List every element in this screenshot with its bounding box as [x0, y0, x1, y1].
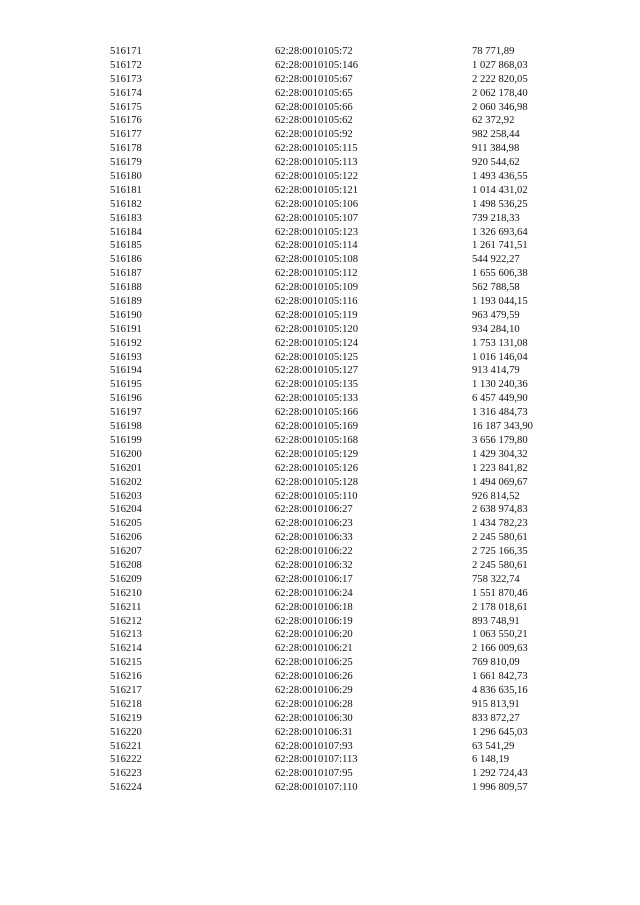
record-number-cell: 516191 [110, 323, 142, 335]
cadastral-number-cell: 62:28:0010105:129 [275, 448, 358, 460]
record-number-cell: 516197 [110, 407, 142, 419]
record-number-cell: 516215 [110, 657, 142, 669]
table-row [110, 573, 560, 587]
cadastral-number-cell: 62:28:0010105:67 [275, 73, 353, 85]
cadastral-number-cell: 62:28:0010105:166 [275, 407, 358, 419]
cadastral-number-cell: 62:28:0010105:119 [275, 309, 358, 321]
record-number-cell: 516186 [110, 254, 142, 266]
value-cell: 769 810,09 [472, 657, 520, 669]
cadastral-number-cell: 62:28:0010105:62 [275, 115, 353, 127]
table-row [110, 128, 560, 142]
cadastral-number-cell: 62:28:0010105:123 [275, 226, 358, 238]
table-row [110, 531, 560, 545]
cadastral-number-cell: 62:28:0010105:109 [275, 282, 358, 294]
record-number-cell: 516203 [110, 490, 142, 502]
cadastral-number-cell: 62:28:0010105:112 [275, 268, 358, 280]
record-number-cell: 516199 [110, 434, 142, 446]
record-number-cell: 516181 [110, 184, 142, 196]
cadastral-number-cell: 62:28:0010107:110 [275, 782, 358, 794]
table-row [110, 615, 560, 629]
value-cell: 2 222 820,05 [472, 73, 528, 85]
record-number-cell: 516200 [110, 448, 142, 460]
record-number-cell: 516201 [110, 462, 142, 474]
record-number-cell: 516193 [110, 351, 142, 363]
record-number-cell: 516222 [110, 754, 142, 766]
cadastral-number-cell: 62:28:0010106:28 [275, 698, 353, 710]
cadastral-number-cell: 62:28:0010106:21 [275, 643, 353, 655]
record-number-cell: 516185 [110, 240, 142, 252]
table-row [110, 295, 560, 309]
table-row [110, 656, 560, 670]
value-cell: 3 656 179,80 [472, 434, 528, 446]
table-row [110, 767, 560, 781]
cadastral-number-cell: 62:28:0010105:121 [275, 184, 358, 196]
table-row [110, 364, 560, 378]
value-cell: 982 258,44 [472, 129, 520, 141]
cadastral-number-cell: 62:28:0010105:110 [275, 490, 358, 502]
cadastral-number-cell: 62:28:0010105:146 [275, 59, 358, 71]
record-number-cell: 516195 [110, 379, 142, 391]
value-cell: 1 996 809,57 [472, 782, 528, 794]
record-number-cell: 516184 [110, 226, 142, 238]
table-row [110, 753, 560, 767]
value-cell: 1 494 069,67 [472, 476, 528, 488]
value-cell: 1 498 536,25 [472, 198, 528, 210]
cadastral-number-cell: 62:28:0010106:18 [275, 601, 353, 613]
record-number-cell: 516208 [110, 559, 142, 571]
table-row [110, 712, 560, 726]
value-cell: 1 661 842,73 [472, 671, 528, 683]
record-number-cell: 516214 [110, 643, 142, 655]
table-row [110, 490, 560, 504]
record-number-cell: 516204 [110, 504, 142, 516]
value-cell: 1 063 550,21 [472, 629, 528, 641]
record-number-cell: 516176 [110, 115, 142, 127]
value-cell: 4 836 635,16 [472, 684, 528, 696]
cadastral-number-cell: 62:28:0010105:122 [275, 171, 358, 183]
cadastral-number-cell: 62:28:0010106:19 [275, 615, 353, 627]
cadastral-number-cell: 62:28:0010107:93 [275, 740, 353, 752]
table-row [110, 337, 560, 351]
table-row [110, 87, 560, 101]
table-row [110, 142, 560, 156]
record-number-cell: 516213 [110, 629, 142, 641]
table-row [110, 351, 560, 365]
table-row [110, 323, 560, 337]
record-number-cell: 516205 [110, 518, 142, 530]
table-row [110, 434, 560, 448]
table-row [110, 462, 560, 476]
value-cell: 1 261 741,51 [472, 240, 528, 252]
cadastral-number-cell: 62:28:0010105:66 [275, 101, 353, 113]
cadastral-number-cell: 62:28:0010106:23 [275, 518, 353, 530]
value-cell: 1 223 841,82 [472, 462, 528, 474]
value-cell: 1 551 870,46 [472, 587, 528, 599]
record-number-cell: 516188 [110, 282, 142, 294]
record-number-cell: 516192 [110, 337, 142, 349]
value-cell: 62 372,92 [472, 115, 515, 127]
cadastral-number-cell: 62:28:0010105:120 [275, 323, 358, 335]
record-number-cell: 516211 [110, 601, 142, 613]
table-row [110, 226, 560, 240]
value-cell: 1 292 724,43 [472, 768, 528, 780]
value-cell: 1 316 484,73 [472, 407, 528, 419]
value-cell: 2 245 580,61 [472, 532, 528, 544]
record-number-cell: 516171 [110, 46, 142, 57]
cadastral-number-cell: 62:28:0010105:124 [275, 337, 358, 349]
cadastral-number-cell: 62:28:0010105:113 [275, 157, 358, 169]
table-row [110, 114, 560, 128]
record-number-cell: 516224 [110, 782, 142, 794]
table-row [110, 517, 560, 531]
value-cell: 1 429 304,32 [472, 448, 528, 460]
value-cell: 1 193 044,15 [472, 296, 528, 308]
value-cell: 2 638 974,83 [472, 504, 528, 516]
table-row [110, 503, 560, 517]
value-cell: 2 060 346,98 [472, 101, 528, 113]
value-cell: 1 434 782,23 [472, 518, 528, 530]
value-cell: 1 014 431,02 [472, 184, 528, 196]
value-cell: 6 457 449,90 [472, 393, 528, 405]
value-cell: 915 813,91 [472, 698, 520, 710]
cadastral-number-cell: 62:28:0010106:22 [275, 546, 353, 558]
table-row [110, 601, 560, 615]
table-row [110, 642, 560, 656]
record-number-cell: 516219 [110, 712, 142, 724]
cadastral-number-cell: 62:28:0010105:126 [275, 462, 358, 474]
cadastral-number-cell: 62:28:0010106:20 [275, 629, 353, 641]
value-cell: 911 384,98 [472, 143, 520, 155]
record-number-cell: 516198 [110, 421, 142, 433]
value-cell: 1 493 436,55 [472, 171, 528, 183]
table-row [110, 392, 560, 406]
value-cell: 913 414,79 [472, 365, 520, 377]
table-row [110, 156, 560, 170]
cadastral-number-cell: 62:28:0010106:32 [275, 559, 353, 571]
table-row [110, 587, 560, 601]
record-number-cell: 516202 [110, 476, 142, 488]
record-number-cell: 516179 [110, 157, 142, 169]
cadastral-number-cell: 62:28:0010105:115 [275, 143, 358, 155]
table-row [110, 684, 560, 698]
value-cell: 562 788,58 [472, 282, 520, 294]
table-row [110, 698, 560, 712]
cadastral-number-cell: 62:28:0010105:128 [275, 476, 358, 488]
value-cell: 544 922,27 [472, 254, 520, 266]
value-cell: 1 655 606,38 [472, 268, 528, 280]
data-table [110, 45, 560, 795]
table-row [110, 476, 560, 490]
record-number-cell: 516177 [110, 129, 142, 141]
table-row [110, 253, 560, 267]
value-cell: 2 062 178,40 [472, 87, 528, 99]
record-number-cell: 516223 [110, 768, 142, 780]
record-number-cell: 516194 [110, 365, 142, 377]
cadastral-number-cell: 62:28:0010105:72 [275, 46, 353, 57]
record-number-cell: 516216 [110, 671, 142, 683]
cadastral-number-cell: 62:28:0010106:30 [275, 712, 353, 724]
value-cell: 16 187 343,90 [472, 421, 533, 433]
cadastral-number-cell: 62:28:0010107:113 [275, 754, 358, 766]
table-row [110, 448, 560, 462]
cadastral-number-cell: 62:28:0010106:26 [275, 671, 353, 683]
record-number-cell: 516206 [110, 532, 142, 544]
table-row [110, 281, 560, 295]
table-row [110, 239, 560, 253]
record-number-cell: 516190 [110, 309, 142, 321]
value-cell: 1 326 693,64 [472, 226, 528, 238]
record-number-cell: 516187 [110, 268, 142, 280]
table-row [110, 559, 560, 573]
value-cell: 926 814,52 [472, 490, 520, 502]
value-cell: 1 130 240,36 [472, 379, 528, 391]
table-row [110, 420, 560, 434]
value-cell: 833 872,27 [472, 712, 520, 724]
record-number-cell: 516210 [110, 587, 142, 599]
cadastral-number-cell: 62:28:0010105:92 [275, 129, 353, 141]
cadastral-number-cell: 62:28:0010106:27 [275, 504, 353, 516]
record-number-cell: 516183 [110, 212, 142, 224]
value-cell: 1 016 146,04 [472, 351, 528, 363]
value-cell: 78 771,89 [472, 46, 515, 57]
value-cell: 963 479,59 [472, 309, 520, 321]
record-number-cell: 516189 [110, 296, 142, 308]
record-number-cell: 516217 [110, 684, 142, 696]
table-row [110, 781, 560, 795]
table-row [110, 101, 560, 115]
value-cell: 934 284,10 [472, 323, 520, 335]
record-number-cell: 516209 [110, 573, 142, 585]
record-number-cell: 516207 [110, 546, 142, 558]
cadastral-number-cell: 62:28:0010105:106 [275, 198, 358, 210]
value-cell: 758 322,74 [472, 573, 520, 585]
table-row [110, 184, 560, 198]
record-number-cell: 516218 [110, 698, 142, 710]
cadastral-number-cell: 62:28:0010105:65 [275, 87, 353, 99]
cadastral-number-cell: 62:28:0010107:95 [275, 768, 353, 780]
cadastral-number-cell: 62:28:0010106:24 [275, 587, 353, 599]
cadastral-number-cell: 62:28:0010105:169 [275, 421, 358, 433]
cadastral-number-cell: 62:28:0010105:125 [275, 351, 358, 363]
table-row [110, 628, 560, 642]
cadastral-number-cell: 62:28:0010105:133 [275, 393, 358, 405]
table-row [110, 45, 560, 59]
cadastral-number-cell: 62:28:0010105:168 [275, 434, 358, 446]
value-cell: 1 296 645,03 [472, 726, 528, 738]
value-cell: 1 027 868,03 [472, 59, 528, 71]
table-row [110, 406, 560, 420]
cadastral-number-cell: 62:28:0010105:108 [275, 254, 358, 266]
cadastral-number-cell: 62:28:0010105:127 [275, 365, 358, 377]
table-row [110, 59, 560, 73]
cadastral-number-cell: 62:28:0010105:135 [275, 379, 358, 391]
record-number-cell: 516172 [110, 59, 142, 71]
cadastral-number-cell: 62:28:0010105:107 [275, 212, 358, 224]
table-row [110, 670, 560, 684]
table-row [110, 267, 560, 281]
record-number-cell: 516221 [110, 740, 142, 752]
table-row [110, 73, 560, 87]
value-cell: 1 753 131,08 [472, 337, 528, 349]
table-row [110, 726, 560, 740]
value-cell: 63 541,29 [472, 740, 515, 752]
record-number-cell: 516212 [110, 615, 142, 627]
table-row [110, 212, 560, 226]
cadastral-number-cell: 62:28:0010105:114 [275, 240, 358, 252]
record-number-cell: 516180 [110, 171, 142, 183]
record-number-cell: 516196 [110, 393, 142, 405]
table-row [110, 378, 560, 392]
value-cell: 2 245 580,61 [472, 559, 528, 571]
table-row [110, 170, 560, 184]
record-number-cell: 516174 [110, 87, 142, 99]
record-number-cell: 516220 [110, 726, 142, 738]
cadastral-number-cell: 62:28:0010106:29 [275, 684, 353, 696]
value-cell: 893 748,91 [472, 615, 520, 627]
cadastral-number-cell: 62:28:0010106:25 [275, 657, 353, 669]
table-row [110, 740, 560, 754]
record-number-cell: 516175 [110, 101, 142, 113]
value-cell: 2 166 009,63 [472, 643, 528, 655]
cadastral-number-cell: 62:28:0010105:116 [275, 296, 358, 308]
record-number-cell: 516178 [110, 143, 142, 155]
cadastral-number-cell: 62:28:0010106:17 [275, 573, 353, 585]
value-cell: 739 218,33 [472, 212, 520, 224]
value-cell: 2 178 018,61 [472, 601, 528, 613]
value-cell: 2 725 166,35 [472, 546, 528, 558]
record-number-cell: 516182 [110, 198, 142, 210]
table-row [110, 545, 560, 559]
value-cell: 6 148,19 [472, 754, 510, 766]
record-number-cell: 516173 [110, 73, 142, 85]
table-row [110, 198, 560, 212]
cadastral-number-cell: 62:28:0010106:33 [275, 532, 353, 544]
value-cell: 920 544,62 [472, 157, 520, 169]
cadastral-number-cell: 62:28:0010106:31 [275, 726, 353, 738]
table-row [110, 309, 560, 323]
